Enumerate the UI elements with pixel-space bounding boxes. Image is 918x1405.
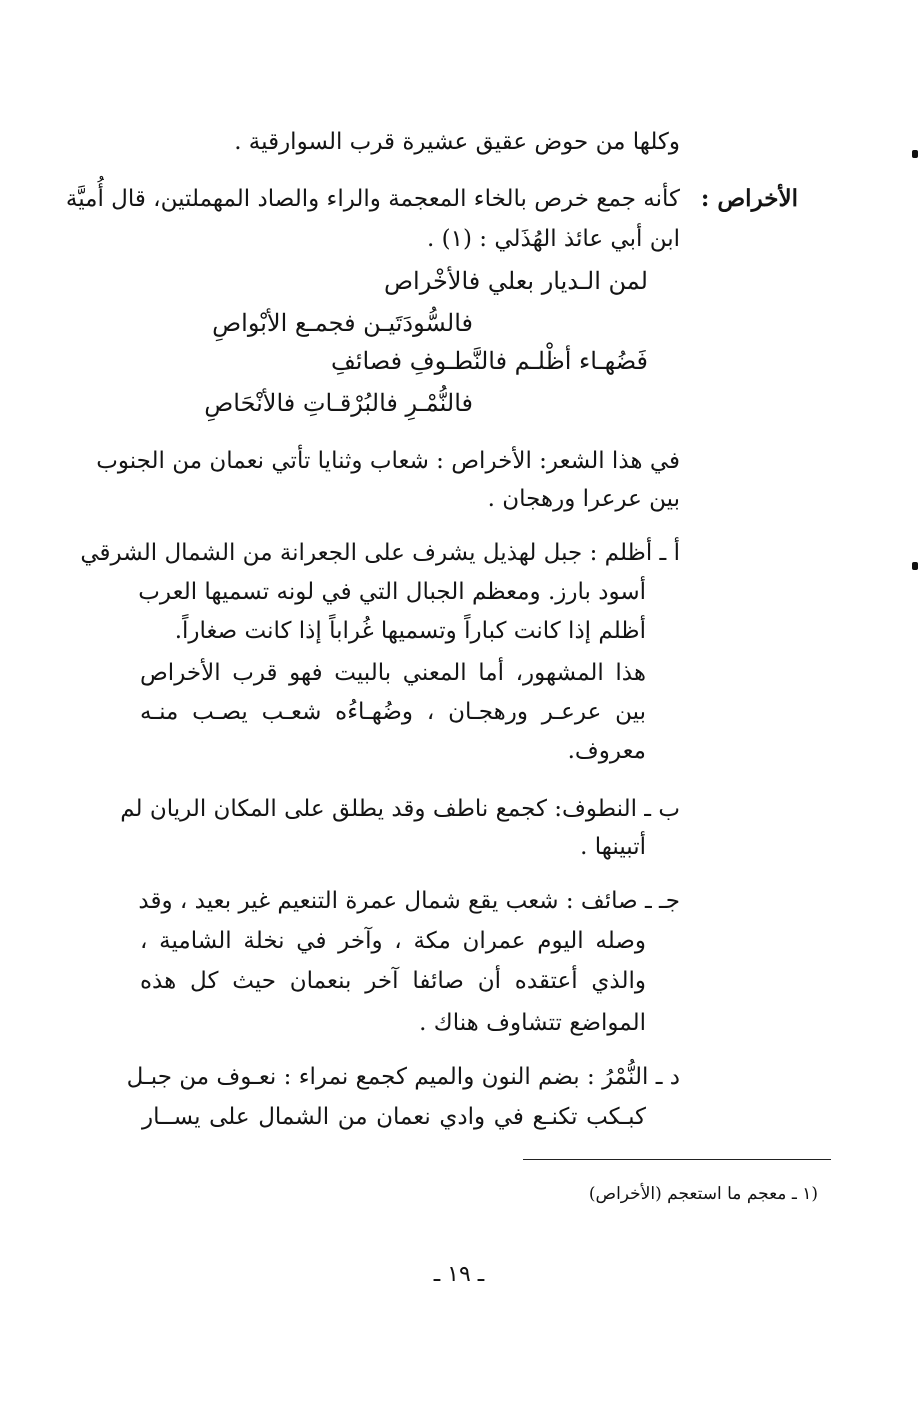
text-line: أتبينها . <box>580 834 646 860</box>
verse-line: فالنُّمْـرِ فالبُرْقـاتِ فالأنْحَاصِ <box>204 389 473 417</box>
text-line: وكلها من حوض عقيق عشيرة قرب السوارقية . <box>234 129 680 155</box>
text-line: بين عرعـر ورهجـان ، وضُهـاءُه شعـب يصـب منـه <box>140 699 646 725</box>
text-line: د ـ النُّمْرُ : بضم النون والميم كجمع نمراء : نعـوف من جبـل <box>126 1064 680 1090</box>
text-line: بين عرعرا ورهجان . <box>487 486 680 512</box>
footnote-separator <box>523 1159 831 1160</box>
text-line: أسود بارز. ومعظم الجبال التي في لونه تسميها العرب <box>138 579 646 605</box>
verse-line: لمن الـديار بعلي فالأخْراص <box>384 267 648 295</box>
text-line: أظلم إذا كانت كباراً وتسميها غُراباً إذا كانت صغاراً. <box>174 618 646 644</box>
text-line: ب ـ النطوف: كجمع ناطف وقد يطلق على المكان الريان لم <box>120 796 680 822</box>
text-line: المواضع تتشاوف هناك . <box>419 1010 646 1036</box>
text-line: وصله اليوم عمران مكة ، وآخر في نخلة الشامية ، <box>140 928 646 954</box>
text-line: في هذا الشعر: الأخراص : شعاب وثنايا تأتي نعمان من الجنوب <box>96 448 680 474</box>
text-line: والذي أعتقده أن صائفا آخر بنعمان حيث كل هذه <box>140 968 646 994</box>
verse-line: فَضُهـاء أظْلـم فالنَّطـوفِ فصائفِ <box>330 347 648 375</box>
text-line: هذا المشهور، أما المعني بالبيت فهو قرب الأخراص <box>140 660 646 686</box>
text-line: كبـكب تكنـع في وادي نعمان من الشمال على يســار <box>142 1104 646 1130</box>
text-line: كأنه جمع خرص بالخاء المعجمة والراء والصاد المهملتين، قال أُميَّة <box>65 186 680 212</box>
entry-heading: الأخراص : <box>700 185 798 212</box>
footnote: (١ ـ معجم ما استعجم (الأخراص) <box>588 1184 818 1204</box>
text-line: أ ـ أظلم : جبل لهذيل يشرف على الجعرانة من الشمال الشرقي <box>80 540 680 566</box>
verse-line: فالسُّودَتَيـن فجمـع الأبْواصِ <box>212 309 473 337</box>
page-edge-mark-middle <box>912 562 918 570</box>
page-number: ـ ١٩ ـ <box>433 1262 485 1287</box>
text-line: ابن أبي عائذ الهُذَلي : (١) . <box>427 226 680 252</box>
page-edge-mark-top <box>912 150 918 158</box>
text-line: جـ ـ صائف : شعب يقع شمال عمرة التنعيم غير بعيد ، وقد <box>138 888 680 914</box>
text-line: معروف. <box>567 738 646 764</box>
